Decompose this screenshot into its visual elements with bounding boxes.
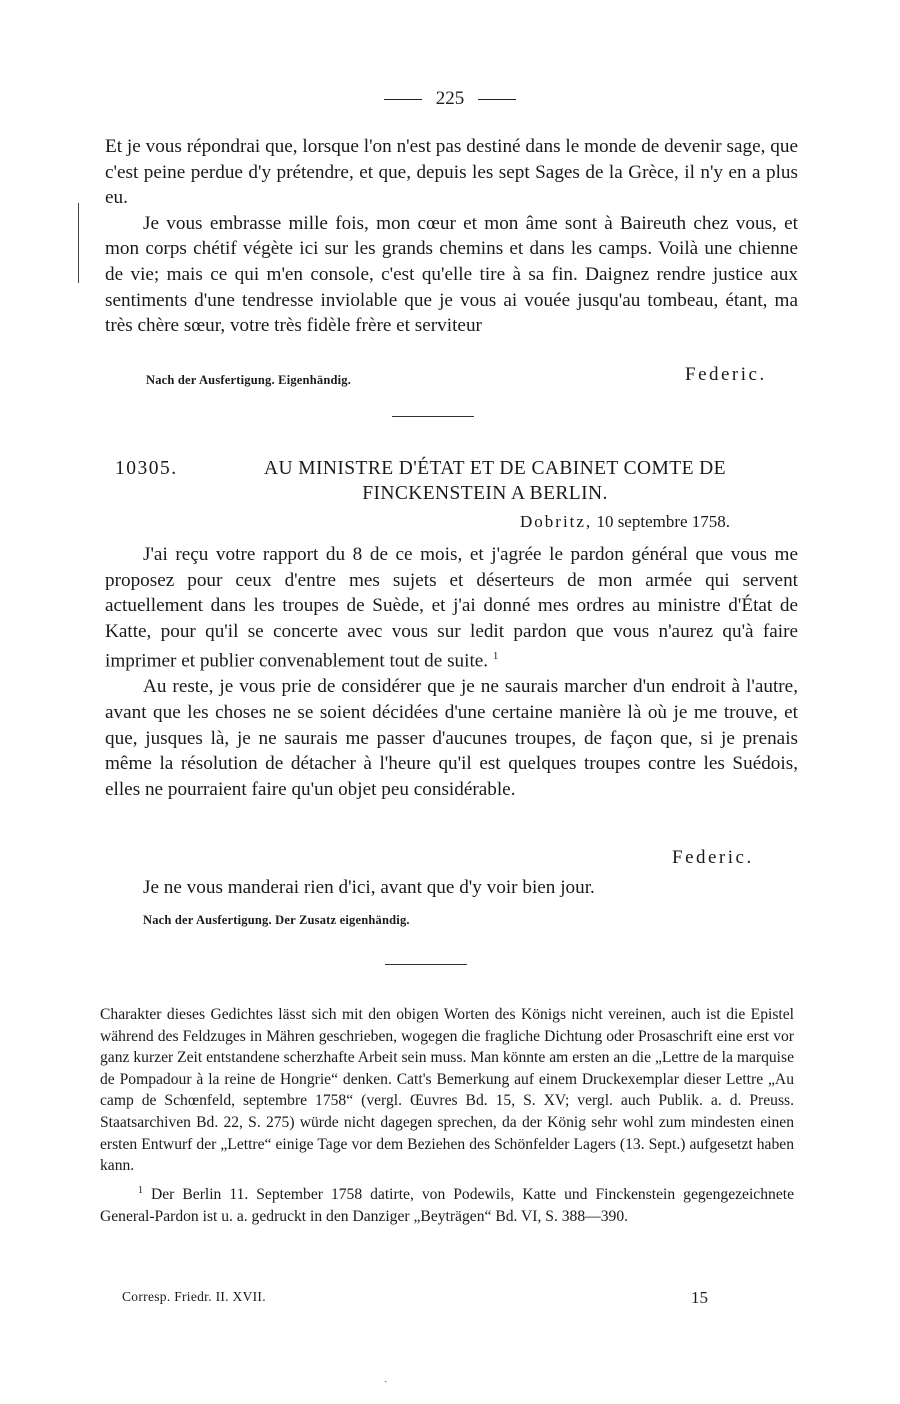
- date-value: 10 septembre 1758.: [596, 512, 731, 531]
- letter-number: 10305.: [115, 458, 178, 479]
- footnote-1: [100, 1180, 794, 1227]
- sheet-number: 15: [691, 1288, 708, 1307]
- footnote-1-text: Der Berlin 11. September 1758 datirte, von Podewils, Katte und Finckenstein gegengezeichnete General-Pardon ist u. a. gedruckt in den Danziger „Beyträgen“ Bd. VI, S. 388—390.: [100, 1185, 794, 1225]
- letter-title-line-1: AU MINISTRE D'ÉTAT ET DE CABINET COMTE DE: [264, 458, 726, 479]
- source-note-1: Nach der Ausfertigung. Eigenhändig.: [146, 373, 352, 387]
- footnotes: [100, 1004, 794, 1227]
- closing-paragraph-1: Et je vous répondrai que, lorsque l'on n'est pas destiné dans le monde de devenir sage, que c'est peine perdue d'y prétendre, et que, depuis les sept Sages de la Grèce, il n'y en a plus eu.: [105, 136, 798, 209]
- footnote-continuation: Charakter dieses Gedichtes lässt sich mit den obigen Worten des Königs nicht vereinen, auch ist die Epistel während des Feldzuges in Mähren geschrieben, wogegen die fragliche Dichtung oder Prosaschrift eine erst vor ganz kurzer Zeit entstandene scherzhafte Arbeit sein muss. Man könnte am ersten an die „Lettre de la marquise de Pompadour à la reine de Hongrie“ denken. Catt's Bemerkung auf einem Druckexemplar dieser Lettre „Au camp de Schœnfeld, septembre 1758“ (vergl. Œuvres Bd. 15, S. XV; vergl. auch Publik. a. d. Preuss. Staatsarchiven Bd. 22, S. 275) würde nicht dagegen sprechen, da der König sehr wohl zum mindesten einen ersten Entwurf der „Lettre“ einige Tage vor dem Beziehen des Schönfelder Lagers (13. Sept.) aufgesetzt haben kann.: [100, 1006, 794, 1175]
- header-dash-right: [478, 99, 516, 100]
- letter-dateline: [520, 512, 730, 532]
- source-note-2: Nach der Ausfertigung. Der Zusatz eigenhändig.: [143, 913, 410, 927]
- print-speck: ˏ: [384, 1372, 388, 1383]
- header-dash-left: [384, 99, 422, 100]
- page-header: [0, 88, 900, 110]
- letter-title-line-2: FINCKENSTEIN A BERLIN.: [362, 483, 608, 504]
- letter-paragraph-1: [105, 542, 798, 674]
- footnote-ref-1: 1: [492, 650, 499, 663]
- signature-1: Federic.: [685, 364, 767, 385]
- letter-postscript: [105, 875, 798, 901]
- letter-paragraph-2: Au reste, je vous prie de considérer que je ne saurais marcher d'un endroit à l'autre, avant que les choses ne se soient décidées d'une certaine manière là où je me trouve, et que, jusques là, je ne saurais me passer d'aucunes troupes, de façon que, si je prenais même la résolution de détacher à l'heure qu'il est quelques troupes contre les Suédois, elles ne pourraient faire qu'un objet peu considérable.: [105, 676, 798, 800]
- volume-signature: Corresp. Friedr. II. XVII.: [122, 1289, 266, 1304]
- date-place: Dobritz,: [520, 512, 593, 531]
- margin-mark: [78, 203, 79, 283]
- page-number: 225: [435, 88, 465, 109]
- closing-paragraph-2: Je vous embrasse mille fois, mon cœur et mon âme sont à Baireuth chez vous, et mon corps chétif végète ici sur les grands chemins et dans les camps. Voilà une chienne de vie; mais ce qui m'en console, c'est qu'elle tire à sa fin. Daignez rendre justice aux sentiments d'une tendresse inviolable que je vous ai vouée jusqu'au tombeau, étant, ma très chère sœur, votre très fidèle frère et serviteur: [105, 212, 798, 337]
- letter-paragraph-1-text: J'ai reçu votre rapport du 8 de ce mois, et j'agrée le pardon général que vous me proposez pour ceux d'entre mes sujets et déserteurs de mon armée qui servent actuellement dans les troupes de Suède, et j'ai donné mes ordres au ministre d'État de Katte, pour qu'il se concerte avec vous sur ledit pardon que vous n'aurez qu'à faire imprimer et publier convenablement tout de suite.: [105, 544, 798, 672]
- letter-closing-text: [105, 134, 798, 339]
- footnote-1-mark: 1: [138, 1184, 143, 1196]
- letter-body: [105, 542, 798, 802]
- postscript-text: Je ne vous manderai rien d'ici, avant que d'y voir bien jour.: [143, 877, 595, 898]
- separator-rule-2: [385, 964, 467, 965]
- signature-2: Federic.: [672, 847, 754, 868]
- separator-rule-1: [392, 416, 474, 417]
- letter-heading: [115, 456, 795, 506]
